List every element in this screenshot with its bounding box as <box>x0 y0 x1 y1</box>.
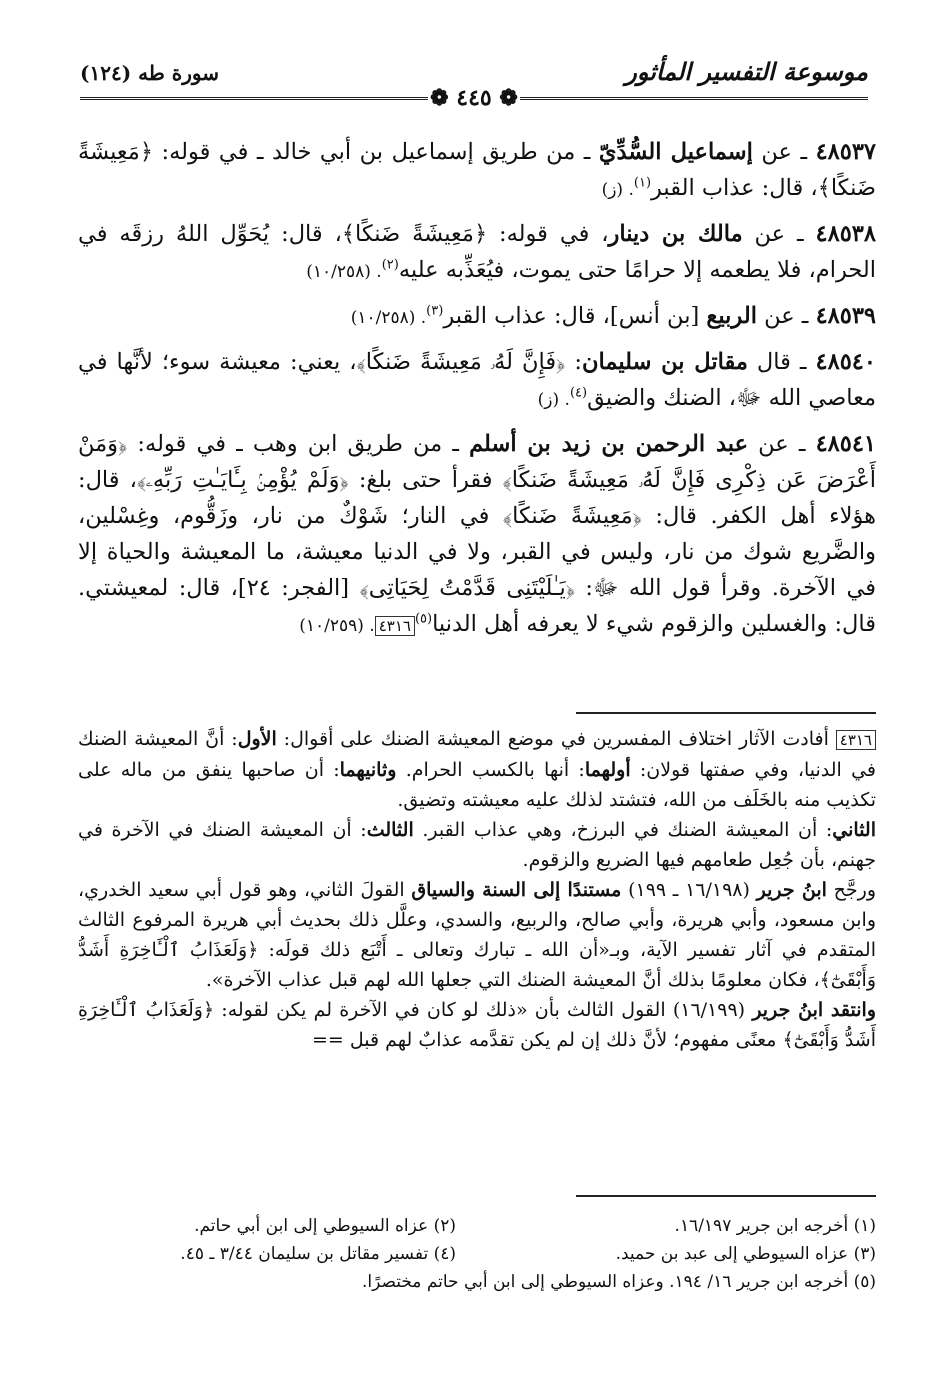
footnote-separator <box>576 1195 876 1197</box>
commentary-number-box: ٤٣١٦ <box>836 730 876 750</box>
narrator-name: الربيع <box>706 303 757 329</box>
footnote-ref[interactable]: (٢) <box>381 257 399 273</box>
header-ornament <box>80 87 868 109</box>
note-para-1: ٤٣١٦ أفادت الآثار اختلاف المفسرين في موضع المعيشة الضنك على أقوال: الأول: أنَّ المعيشة الضنك في الدنيا، وفي صفتها قولان: أولهما: أنها بالكسب الحرام. وثانيهما: أن صاحبها ينفق من ماله على تكذيب منه بالخَلَف من الله، فتشتد لذلك عليه معيشته وتضيق. <box>78 728 877 811</box>
footnote-ref[interactable]: (٣) <box>426 303 444 319</box>
commentary-note <box>78 724 876 1055</box>
footnote-ref[interactable]: (٤) <box>569 385 588 401</box>
footnote-4: (٤) تفسير مقاتل بن سليمان ٣/٤٤ ـ ٤٥. <box>180 1244 456 1264</box>
ornament-icon: ❁ <box>491 85 518 111</box>
narrator-name: إسماعيل السُّدِّيّ <box>598 139 753 165</box>
footnote-2: (٢) عزاه السيوطي إلى ابن أبي حاتم. <box>194 1216 456 1236</box>
narrations <box>78 134 876 652</box>
footnote-1: (١) أخرجه ابن جرير ١٦/١٩٧. <box>674 1216 876 1236</box>
footnote-3: (٣) عزاه السيوطي إلى عبد بن حميد. <box>615 1244 876 1264</box>
narration-48537: ٤٨٥٣٧ ـ عن إسماعيل السُّدِّيّ ـ من طريق إسماعيل بن أبي خالد ـ في قوله: ﴿مَعِيشَةً ضَنكًا﴾، قال: عذاب القبر$^{(١)}$. (ز) <box>78 139 876 201</box>
footnote-5: (٥) أخرجه ابن جرير ١٦/ ١٩٤. وعزاه السيوطي إلى ابن أبي حاتم مختصرًا. <box>361 1272 876 1292</box>
note-para-3: ورجَّح ابنُ جرير (١٦/١٩٨ ـ ١٩٩) مستندًا إلى السنة والسياق القولَ الثاني، وهو قول أبي سعيد الخدري، وابن مسعود، وأبي هريرة، وأبي صالح، والربيع، والسدي، وعلَّل ذلك بحديث أبي هريرة المرفوع الثالث المتقدم في آثار تفسير الآية، وبـ«أن الله ـ تبارك وتعالى ـ أَتْبَع ذلك قولَه: ﴿وَلَعَذَابُ ٱلْـَٔاخِرَةِ أَشَدُّ وَأَبْقَىٰٓ﴾، فكان معلومًا بذلك أنَّ المعيشة الضنك التي جعلها الله لهم قبل عذاب الآخرة». <box>78 879 876 991</box>
narration-48540: ٤٨٥٤٠ ـ قال مقاتل بن سليمان: ﴿فَإِنَّ لَهُۥ مَعِيشَةً ضَنكًا﴾، يعني: معيشة سوء؛ لأنَّها في معاصي الله ﷻ، الضنك والضيق$^{(٤)}$. (ز) <box>78 349 876 411</box>
ornament-icon: ❁ <box>430 85 457 111</box>
footnote-ref[interactable]: (٥) <box>414 611 433 627</box>
narrator-name: مالك بن دينار <box>608 221 743 247</box>
page-number: ❁ ٤٤٥ ❁ <box>430 85 518 111</box>
narration-48539: ٤٨٥٣٩ ـ عن الربيع [بن أنس]، قال: عذاب القبر$^{(٣)}$. (١٠/٢٥٨) <box>350 303 876 329</box>
page-header <box>80 55 868 111</box>
commentary-ref-box[interactable]: ٤٣١٦ <box>375 616 415 636</box>
narrator-name: عبد الرحمن بن زيد بن أسلم <box>469 431 748 457</box>
narration-48541: ٤٨٥٤١ ـ عن عبد الرحمن بن زيد بن أسلم ـ من طريق ابن وهب ـ في قوله: ﴿وَمَنْ أَعْرَضَ عَن ذِكْرِى فَإِنَّ لَهُۥ مَعِيشَةً ضَنكًا﴾ فقرأ حتى بلغ: ﴿وَلَمْ يُؤْمِنۢ بِـَٔايَـٰتِ رَبِّهِۦ﴾، قال: هؤلاء أهل الكفر. قال: ﴿مَعِيشَةً ضَنكًا﴾ في النار؛ شَوْكٌ من نار، وزَقُّوم، وغِسْلين، والضَّريع شوك من نار، وليس في القبر، ولا في الدنيا معيشة، ما المعيشة والحياة إلا في الآخرة. وقرأ قول الله ﷻ: ﴿يَـٰلَيْتَنِى قَدَّمْتُ لِحَيَاتِى﴾ [الفجر: ٢٤]، قال: لمعيشتي. قال: والغسلين والزقوم شيء لا يعرفه أهل الدنيا$^{(٥)}$٤٣١٦. (١٠/٢٥٩) <box>78 431 876 637</box>
note-para-2: الثاني: أن المعيشة الضنك في البرزخ، وهي عذاب القبر. الثالث: أن المعيشة الضنك في الآخرة في جهنم، بأن جُعِل طعامهم فيها الضريع والزقوم. <box>78 819 876 871</box>
narration-48538: ٤٨٥٣٨ ـ عن مالك بن دينار، في قوله: ﴿مَعِيشَةً ضَنكًا﴾، قال: يُحَوِّل اللهُ رزقَه في الحرام، فلا يطعمه إلا حرامًا حتى يموت، فيُعَذِّبه عليه$^{(٢)}$. (١٠/٢٥٨) <box>78 221 876 283</box>
book-title: موسوعة التفسير المأثور <box>625 57 868 86</box>
footnote-ref[interactable]: (١) <box>633 175 652 191</box>
commentary-separator <box>576 712 876 714</box>
note-para-4: وانتقد ابنُ جرير (١٦/١٩٩) القول الثالث بأن «ذلك لو كان في الآخرة لم يكن لقوله: ﴿وَلَعَذَابُ ٱلْـَٔاخِرَةِ أَشَدُّ وَأَبْقَىٰٓ﴾ معنًى مفهوم؛ لأنَّ ذلك إن لم يكن تقدَّمه عذابٌ لهم قبل == <box>78 999 876 1051</box>
footnotes <box>78 1212 876 1296</box>
narrator-name: مقاتل بن سليمان <box>581 349 748 375</box>
surah-label: سورة طه (١٢٤) <box>80 61 219 85</box>
